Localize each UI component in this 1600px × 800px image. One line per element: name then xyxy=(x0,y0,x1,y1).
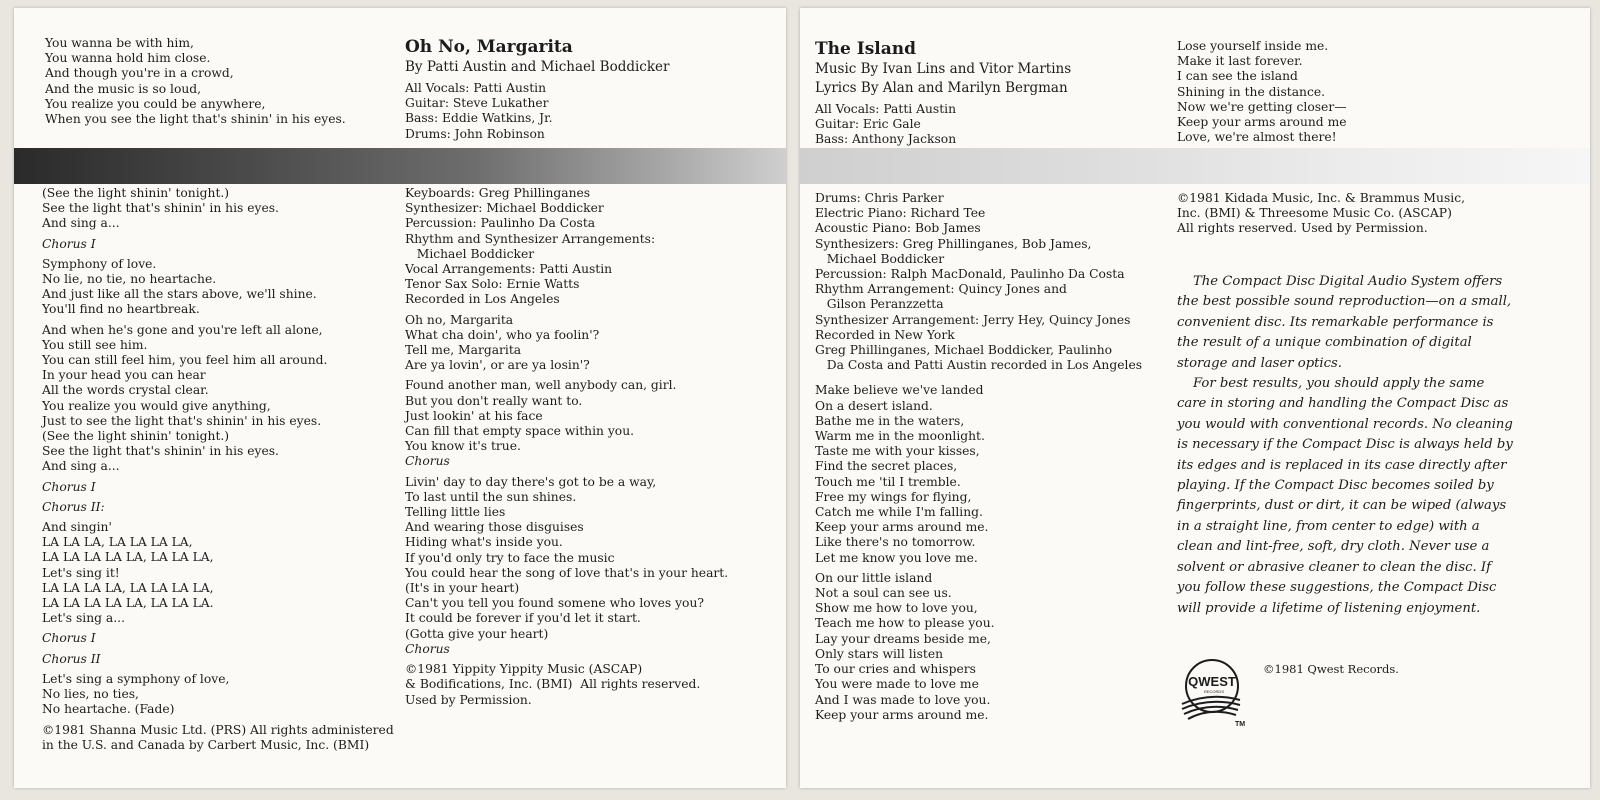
text-line: Acoustic Piano: Bob James xyxy=(815,221,981,236)
text-line: Electric Piano: Richard Tee xyxy=(815,206,986,221)
text-line: Let's sing a symphony of love, xyxy=(42,671,230,686)
text-line: All Vocals: Patti Austin xyxy=(815,102,957,116)
text-line: Now we're getting closer— xyxy=(1177,99,1347,114)
credits-column-2-top xyxy=(405,81,553,142)
song-header-oh-no-margarita xyxy=(405,37,669,77)
text-line: Guitar: Steve Lukather xyxy=(405,96,549,111)
text-line: And wearing those disguises xyxy=(405,520,584,535)
text-line: Percussion: Paulinho Da Costa xyxy=(405,216,596,231)
section-heading: Chorus xyxy=(405,641,450,656)
text-line: All Vocals: Patti Austin xyxy=(405,81,547,95)
text-line: & Bodifications, Inc. (BMI) All rights reserved. xyxy=(405,677,701,692)
label-copyright: ©1981 Qwest Records. xyxy=(1263,662,1399,676)
text-line: All the words crystal clear. xyxy=(42,383,209,398)
text-line: Synthesizer: Michael Boddicker xyxy=(405,201,604,216)
song-credit-lyrics: Lyrics By Alan and Marilyn Bergman xyxy=(815,80,1068,96)
text-line: Like there's no tomorrow. xyxy=(815,535,976,550)
text-line: Guitar: Eric Gale xyxy=(815,117,921,132)
copyright-column-4 xyxy=(1177,191,1465,237)
text-line: Can't you tell you found somene who loves you? xyxy=(405,596,704,611)
text-line: You know it's true. xyxy=(405,439,521,454)
text-line: Greg Phillinganes, Michael Boddicker, Paulinho xyxy=(815,343,1113,358)
text-line: Just lookin' at his face xyxy=(405,408,543,423)
text-line: Keep your arms around me xyxy=(1177,115,1347,130)
credits-column-3-top xyxy=(815,102,956,148)
text-line: Drums: Chris Parker xyxy=(815,191,944,205)
cd-paragraph-2: For best results, you should apply the same care in storing and handling the Compact Disc as you would with conventional records. No cleaning is necessary if the Compact Disc is always held by its edges and is replaced in its case directly after playing. If the Compact Disc becomes soiled by fingerprints, dust or dirt, it can be wiped (always in a straight line, from center to edge) with a clean and lint-free, soft, dry cloth. Never use a solvent or abrasive cleaner to clean the disc. If you follow these suggestions, the Compact Disc will provide a lifetime of listening enjoyment. xyxy=(1177,376,1513,616)
text-line: LA LA LA, LA LA LA LA, xyxy=(42,535,193,550)
text-line: Bass: Eddie Watkins, Jr. xyxy=(405,111,553,126)
text-line: No lie, no tie, no heartache. xyxy=(42,272,217,287)
text-line: See the light that's shinin' in his eyes. xyxy=(42,444,279,459)
text-line: Rhythm Arrangement: Quincy Jones and xyxy=(815,282,1067,297)
text-line: You can still feel him, you feel him all around. xyxy=(42,353,328,368)
text-line: Oh no, Margarita xyxy=(405,312,514,327)
song-title: The Island xyxy=(815,39,916,59)
lyrics-column-1-bottom xyxy=(42,186,394,753)
text-line: You wanna be with him, xyxy=(45,36,194,50)
text-line: Taste me with your kisses, xyxy=(815,444,980,459)
text-line: And sing a... xyxy=(42,459,120,474)
text-line: Bass: Anthony Jackson xyxy=(815,132,957,147)
text-line: Found another man, well anybody can, girl. xyxy=(405,378,677,393)
text-line: Keep your arms around me. xyxy=(815,520,989,535)
lyrics-column-3-bottom xyxy=(815,191,1142,723)
logo-small-text: RECORDS xyxy=(1203,689,1225,694)
text-line: Livin' day to day there's got to be a way, xyxy=(405,474,657,489)
logo-trademark: TM xyxy=(1234,721,1246,728)
lyrics-column-1-top xyxy=(45,36,346,127)
section-heading: Chorus I xyxy=(42,631,96,646)
text-line: (It's in your heart) xyxy=(405,581,520,596)
text-line: When you see the light that's shinin' in his eyes. xyxy=(45,112,346,127)
text-line: Symphony of love. xyxy=(42,256,157,271)
text-line: Vocal Arrangements: Patti Austin xyxy=(405,262,613,277)
text-line: Warm me in the moonlight. xyxy=(815,429,985,444)
text-line: It could be forever if you'd let it start. xyxy=(405,611,641,626)
text-line: (See the light shinin' tonight.) xyxy=(42,186,230,200)
text-line: And when he's gone and you're left all alone, xyxy=(42,322,323,337)
song-header-the-island xyxy=(815,39,1071,98)
left-booklet-page xyxy=(14,8,786,788)
text-line: LA LA LA LA, LA LA LA LA, xyxy=(42,580,214,595)
text-line: Tenor Sax Solo: Ernie Watts xyxy=(405,277,580,292)
text-line: Gilson Peranzzetta xyxy=(815,297,944,312)
text-line: All rights reserved. Used by Permission. xyxy=(1177,221,1428,236)
section-heading: Chorus I xyxy=(42,236,96,251)
text-line: ©1981 Yippity Yippity Music (ASCAP) xyxy=(405,662,643,677)
text-line: Make it last forever. xyxy=(1177,54,1303,69)
text-line: You realize you could be anywhere, xyxy=(45,96,266,111)
text-line: And singin' xyxy=(42,520,112,535)
lyrics-column-4-top xyxy=(1177,39,1347,145)
song-title: Oh No, Margarita xyxy=(405,37,573,57)
song-byline: By Patti Austin and Michael Boddicker xyxy=(405,59,670,75)
text-line: Let me know you love me. xyxy=(815,550,978,565)
text-line: LA LA LA LA LA, LA LA LA, xyxy=(42,550,214,565)
text-line: Only stars will listen xyxy=(815,646,944,661)
text-line: And the music is so loud, xyxy=(45,81,202,96)
text-line: You wanna hold him close. xyxy=(45,51,211,66)
section-heading: Chorus II xyxy=(42,651,101,666)
section-heading: Chorus I xyxy=(42,479,96,494)
section-heading: Chorus xyxy=(405,454,450,469)
text-line: Keyboards: Greg Phillinganes xyxy=(405,186,591,200)
text-line: What cha doin', who ya foolin'? xyxy=(405,327,600,342)
text-line: Not a soul can see us. xyxy=(815,586,952,601)
text-line: To last until the sun shines. xyxy=(405,489,577,504)
text-line: And sing a... xyxy=(42,216,120,231)
text-line: LA LA LA LA LA, LA LA LA. xyxy=(42,596,214,611)
text-line: Show me how to love you, xyxy=(815,601,978,616)
text-line: Lay your dreams beside me, xyxy=(815,631,991,646)
text-line: Keep your arms around me. xyxy=(815,707,989,722)
text-line: Percussion: Ralph MacDonald, Paulinho Da Costa xyxy=(815,267,1125,282)
text-line: Drums: John Robinson xyxy=(405,126,545,141)
text-line: Rhythm and Synthesizer Arrangements: xyxy=(405,231,656,246)
text-line: You realize you would give anything, xyxy=(42,398,271,413)
text-line: On our little island xyxy=(815,570,933,585)
stanza-gap xyxy=(815,373,1142,383)
text-line: Hiding what's inside you. xyxy=(405,535,563,550)
text-line: Find the secret places, xyxy=(815,459,958,474)
text-line: Inc. (BMI) & Threesome Music Co. (ASCAP) xyxy=(1177,206,1452,221)
text-line: Bathe me in the waters, xyxy=(815,413,965,428)
text-line: But you don't really want to. xyxy=(405,393,583,408)
text-line: Da Costa and Patti Austin recorded in Los Angeles xyxy=(815,358,1143,373)
text-line: No heartache. (Fade) xyxy=(42,702,175,717)
text-line: Tell me, Margarita xyxy=(405,343,522,358)
text-line: Let's sing it! xyxy=(42,565,120,580)
gradient-band xyxy=(14,148,786,184)
text-line: And just like all the stars above, we'll shine. xyxy=(42,287,317,302)
text-line: I can see the island xyxy=(1177,69,1298,84)
text-line: Michael Boddicker xyxy=(405,246,535,261)
text-line: (Gotta give your heart) xyxy=(405,626,549,641)
text-line: Recorded in Los Angeles xyxy=(405,292,560,307)
text-line: You'll find no heartbreak. xyxy=(42,302,200,317)
lyrics-column-2-bottom xyxy=(405,186,728,708)
cd-paragraph-1: The Compact Disc Digital Audio System offers the best possible sound reproduction—on a small, convenient disc. Its remarkable performance is the result of a unique combination of digital storage and laser optics. xyxy=(1177,274,1512,371)
text-line: Can fill that empty space within you. xyxy=(405,424,635,439)
text-line: In your head you can hear xyxy=(42,368,206,383)
text-line: Used by Permission. xyxy=(405,692,532,707)
text-line: Love, we're almost there! xyxy=(1177,130,1337,145)
text-line: On a desert island. xyxy=(815,398,933,413)
text-line: Touch me 'til I tremble. xyxy=(815,474,961,489)
text-line: ©1981 Kidada Music, Inc. & Brammus Music, xyxy=(1177,191,1465,205)
logo-word: QWEST xyxy=(1188,674,1236,689)
compact-disc-notice xyxy=(1177,272,1517,619)
text-line: Shining in the distance. xyxy=(1177,84,1326,99)
text-line: in the U.S. and Canada by Carbert Music, Inc. (BMI) xyxy=(42,737,370,752)
text-line: No lies, no ties, xyxy=(42,687,139,702)
song-credit-music: Music By Ivan Lins and Vitor Martins xyxy=(815,61,1072,77)
text-line: And though you're in a crowd, xyxy=(45,66,234,81)
text-line: To our cries and whispers xyxy=(815,662,976,677)
text-line: ©1981 Shanna Music Ltd. (PRS) All rights administered xyxy=(42,722,394,737)
text-line: Teach me how to please you. xyxy=(815,616,995,631)
qwest-records-logo xyxy=(1180,656,1250,728)
text-line: Telling little lies xyxy=(405,505,506,520)
text-line: Recorded in New York xyxy=(815,327,955,342)
text-line: Make believe we've landed xyxy=(815,383,984,398)
text-line: Free my wings for flying, xyxy=(815,489,972,504)
text-line: You could hear the song of love that's in your heart. xyxy=(405,565,729,580)
text-line: (See the light shinin' tonight.) xyxy=(42,429,230,444)
text-line: Michael Boddicker xyxy=(815,251,945,266)
gradient-band xyxy=(800,148,1590,184)
section-heading: Chorus II: xyxy=(42,499,105,514)
text-line: See the light that's shinin' in his eyes. xyxy=(42,201,279,216)
text-line: Synthesizer Arrangement: Jerry Hey, Quincy Jones xyxy=(815,312,1131,327)
text-line: Synthesizers: Greg Phillinganes, Bob James, xyxy=(815,236,1092,251)
right-booklet-page xyxy=(800,8,1590,788)
text-line: You were made to love me xyxy=(815,677,979,692)
text-line: Let's sing a... xyxy=(42,611,125,626)
text-line: You still see him. xyxy=(42,337,148,352)
text-line: And I was made to love you. xyxy=(815,692,991,707)
text-line: If you'd only try to face the music xyxy=(405,550,615,565)
text-line: Catch me while I'm falling. xyxy=(815,505,983,520)
text-line: Lose yourself inside me. xyxy=(1177,39,1329,53)
text-line: Are ya lovin', or are ya losin'? xyxy=(405,358,590,373)
text-line: Just to see the light that's shinin' in his eyes. xyxy=(42,413,322,428)
